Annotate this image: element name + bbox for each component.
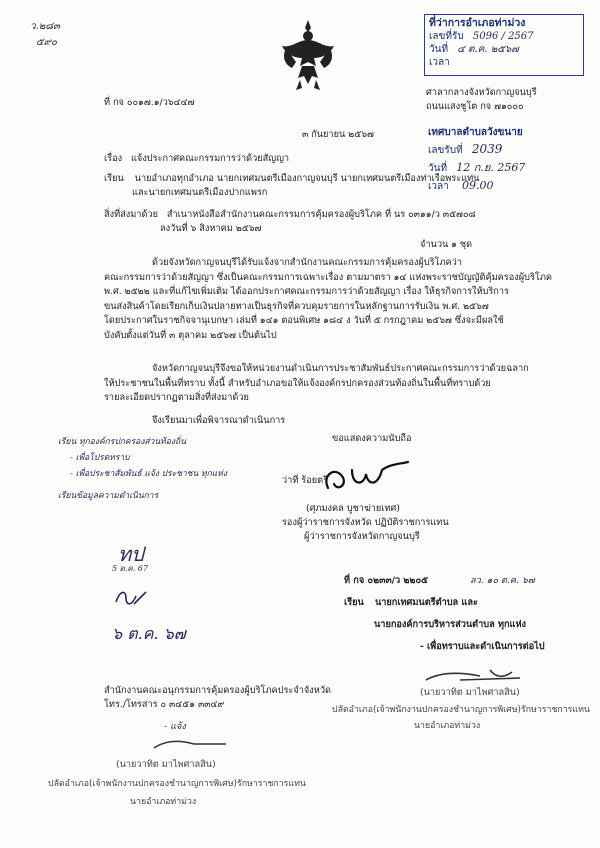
forward-number: ที่ กจ ๐๒๓๓/ว ๒๒๐๕ — [344, 575, 429, 586]
enclosure-count: จำนวน ๑ ชุด — [420, 239, 473, 250]
signatory-name: (ศุภมงคล บูชาฆ่ายเทศ) — [306, 503, 400, 514]
footer-phone: โทร./โทรสาร ๐ ๓๔๕๑ ๓๓๔๙ — [104, 699, 225, 710]
second-signatory-name: (นายวาทิต มาไพศาลสิน) — [116, 759, 216, 770]
receipt-stamp-district — [424, 14, 584, 76]
stamp-label: เวลา — [428, 181, 449, 192]
handwritten-initials: ทป — [118, 542, 144, 566]
subject-label: เรื่อง — [104, 153, 123, 164]
enclosure-line — [104, 208, 476, 221]
closing-request: จึงเรียนมาเพื่อพิจารณาดำเนินการ — [152, 415, 286, 426]
paragraph-line: พ.ศ. ๒๕๒๒ และที่แก้ไขเพิ่มเติม ได้ออกประกาศคณะกรรมการว่าด้วยสัญญา เรื่อง ให้ธุรกิจการให้บริการ — [104, 286, 509, 297]
paragraph-line: โดยประกาศในราชกิจจานุเบกษา เล่มที่ ๑๔๑ ตอนพิเศษ ๑๘๔ ง วันที่ ๕ กรกฎาคม ๒๕๖๗ ซึ่งจะมีผลใช้ — [104, 315, 504, 326]
second-signatory-position: นายอำเภอท่าม่วง — [130, 797, 197, 807]
stamp-label: เลขรับที่ — [428, 145, 463, 156]
sender-address-line: ถนนแสงชูโต กจ ๗๑๐๐๐ — [426, 101, 524, 112]
enclosure-text: สำเนาหนังสือสำนักงานคณะกรรมการคุ้มครองผู้บริโภค ที่ นร ๐๓๑๑/ว ๓๕๗๐๘ — [166, 209, 476, 220]
body-paragraph-2 — [104, 362, 584, 406]
subject-text: แจ้งประกาศคณะกรรมการว่าด้วยสัญญา — [131, 153, 290, 164]
enclosure-text: ลงวันที่ ๖ สิงหาคม ๒๕๖๗ — [160, 223, 262, 234]
forward-recipient-text: นายกองค์การบริหารส่วนตำบล ทุกแห่ง — [374, 619, 527, 630]
stamp-value: ๔ ต.ค. ๒๕๖๗ — [457, 44, 519, 55]
paragraph-line: ด้วยจังหวัดกาญจนบุรีได้รับแจ้งจากสำนักงานคณะกรรมการคุ้มครองผู้บริโภคว่า — [152, 257, 462, 268]
paragraph-line: บังคับตั้งแต่วันที่ ๓ ตุลาคม ๒๕๖๗ เป็นต้นไป — [104, 329, 277, 341]
forward-signatory-name: (นายวาทิต มาไพศาลสิน) — [420, 687, 520, 698]
stamp-value: 2039 — [471, 142, 503, 156]
forward-signatory-position: นายอำเภอท่าม่วง — [414, 721, 481, 731]
second-signature-icon — [150, 736, 230, 754]
recipient-label: เรียน — [104, 173, 124, 184]
forward-purpose: - เพื่อทราบและดำเนินการต่อไป — [420, 641, 545, 652]
subject-line — [104, 152, 289, 165]
handwritten-note: - เพื่อประชาสัมพันธ์ แจ้ง ประชาชน ทุกแห่ง — [70, 469, 227, 479]
recipient-text: และนายกเทศมนตรีเมืองปากแพรก — [132, 187, 268, 198]
stamp-label: เวลา — [429, 57, 450, 68]
signature-icon — [318, 456, 418, 502]
stamp-value: 5096 / 2567 — [472, 31, 534, 42]
handwritten-date: ๖ ต.ค. ๖๗ — [112, 624, 186, 643]
stamp-label: วันที่ — [429, 44, 449, 55]
footer-office: สำนักงานคณะอนุกรรมการคุ้มครองผู้บริโภคประจำจังหวัด — [104, 685, 331, 696]
forward-date: ลว. ๑๐ ต.ค. ๖๗ — [470, 575, 535, 586]
doc-date: ๓ กันยายน ๒๕๖๗ — [302, 129, 374, 140]
stamp-value: 12 ก.ย. 2567 — [456, 161, 526, 174]
paragraph-line: ขนส่งสินค้าโดยเรียกเก็บเงินปลายทางเป็นธุรกิจที่ควบคุมรายการในหลักฐานการรับเงิน พ.ศ. ๒๕๖๗ — [104, 300, 489, 312]
handwritten-note: เรียนข้อมูลความดำเนินการ — [58, 491, 159, 501]
signatory-position: ผู้ว่าราชการจังหวัดกาญจนบุรี — [304, 531, 420, 542]
handwritten-signature-icon — [112, 584, 152, 614]
paragraph-line: รายละเอียดปรากฏตามสิ่งที่ส่งมาด้วย — [104, 392, 249, 403]
doc-number: ที่ กจ ๐๐๑๗.๑/ว๖๔๔๗ — [104, 97, 195, 108]
forward-recipient-text: นายกเทศมนตรีตำบล และ — [374, 597, 478, 608]
stamp-label: วันที่ — [428, 163, 448, 174]
paragraph-line: จังหวัดกาญจนบุรีจึงขอให้หน่วยงานดำเนินการประชาสัมพันธ์ประกาศคณะกรรมการว่าด้วยฉลาก — [152, 363, 529, 374]
handwritten-note: เรียน ทุกองค์กรปกครองส่วนท้องถิ่น — [58, 437, 187, 447]
margin-note: ๕๙๐ — [36, 37, 57, 48]
signatory-position: รองผู้ว่าราชการจังหวัด ปฏิบัติราชการแทน — [282, 517, 449, 528]
stamp-title: ที่ว่าการอำเภอท่าม่วง — [429, 17, 526, 29]
signature-prefix: ว่าที่ ร้อยตรี — [282, 475, 329, 486]
handwritten-note: - เพื่อโปรดทราบ — [70, 453, 130, 463]
sender-address-line: ศาลากลางจังหวัดกาญจนบุรี — [426, 87, 537, 98]
second-signatory-position: ปลัดอำเภอ(เจ้าพนักงานปกครองชำนาญการพิเศษ)รักษาราชการแทน — [48, 779, 306, 789]
stamp-title: เทศบาลตำบลวังขนาย — [428, 127, 523, 138]
forward-signatory-position: ปลัดอำเภอ(เจ้าพนักงานปกครองชำนาญการพิเศษ)รักษาราชการแทน — [332, 705, 590, 715]
second-note: - แจ้ง — [164, 721, 186, 732]
recipient-text: นายอำเภอทุกอำเภอ นายกเทศมนตรีเมืองกาญจนบุรี นายกเทศมนตรีเมืองท่าเรือพระแท่น — [134, 173, 480, 184]
closing: ขอแสดงความนับถือ — [332, 433, 412, 444]
forward-recipient-label: เรียน — [344, 597, 364, 608]
forward-recipient — [344, 596, 478, 609]
recipient-line — [104, 172, 479, 185]
stamp-value: 09.00 — [461, 179, 494, 192]
body-paragraph-1 — [104, 256, 584, 343]
handwritten-date: 5 ต.ค. 67 — [112, 564, 148, 573]
garuda-emblem-icon — [278, 18, 338, 92]
stamp-label: เลขที่รับ — [429, 31, 464, 42]
paragraph-line: ให้ประชาชนในพื้นที่ทราบ ทั้งนี้ สำหรับอำเภอขอให้แจ้งองค์กรปกครองส่วนท้องถิ่นในพื้นที่ทราบด้วย — [104, 377, 491, 389]
paragraph-line: คณะกรรมการว่าด้วยสัญญา ซึ่งเป็นคณะกรรมการเฉพาะเรื่อง ตามมาตรา ๑๔ แห่งพระราชบัญญัติคุ้มครองผู้บริโภค — [104, 271, 553, 283]
margin-note: ว.๒๘๓ — [30, 21, 60, 32]
enclosure-label: สิ่งที่ส่งมาด้วย — [104, 209, 158, 220]
